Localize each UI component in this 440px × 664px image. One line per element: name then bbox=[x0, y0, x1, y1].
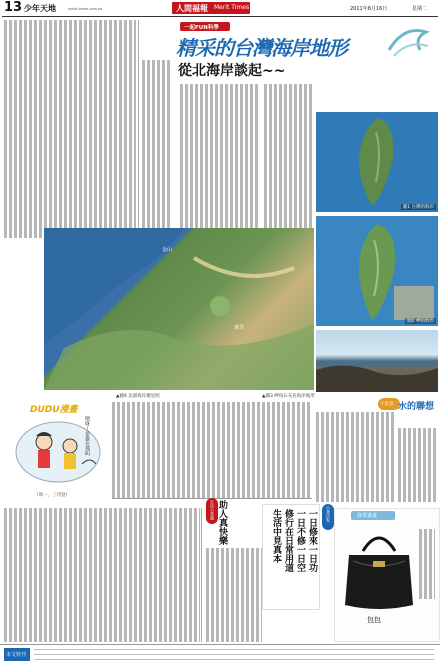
article-left-top bbox=[4, 20, 136, 238]
calligraphy-panel bbox=[262, 504, 320, 610]
water-tag-label: 小星語 bbox=[380, 402, 394, 407]
calligraphy-tag bbox=[322, 504, 334, 530]
calligraphy-line-4: 生活中見真本 bbox=[271, 509, 281, 563]
paper-name-en: Merit Times bbox=[214, 4, 250, 11]
footer-tag-label: 本文特刊 bbox=[6, 652, 27, 658]
left-rule-1 bbox=[138, 20, 139, 238]
page-number: 13 bbox=[4, 0, 23, 15]
feature-body-2 bbox=[264, 84, 314, 234]
bag-tag bbox=[351, 511, 395, 520]
feature-subtitle: 從北海岸談起~~ bbox=[178, 63, 286, 79]
header-small-info: merit-times.com.tw bbox=[68, 7, 103, 11]
rock-terrain bbox=[316, 330, 438, 392]
taiwan-map-1 bbox=[316, 112, 438, 212]
coast-rock-photo bbox=[316, 330, 438, 392]
calligraphy-line-3: 修行在日常用道 bbox=[283, 509, 293, 572]
calligraphy-line-1: 一日修來一日功 bbox=[307, 509, 317, 572]
map-label-jinshan: 金山 bbox=[162, 247, 173, 253]
calligraphy-line-2: 一日不修一日空 bbox=[295, 509, 305, 572]
comic-speech: 喂呀～是誰在那叫 bbox=[84, 416, 90, 456]
bag-panel bbox=[334, 508, 440, 642]
water-body-2 bbox=[398, 428, 436, 502]
map-1-caption: 圖1 台灣的海岸 bbox=[402, 205, 434, 210]
article-lower-mid bbox=[112, 402, 312, 498]
feature-tag-label: 一起FUN科學 bbox=[184, 25, 219, 31]
page-header bbox=[0, 0, 440, 16]
issue-date: 2011年8月16日 bbox=[350, 6, 388, 12]
map-2-caption: 圖2 岬角海岸 bbox=[407, 319, 434, 324]
masthead bbox=[172, 2, 250, 14]
life-title: 助人真快樂 bbox=[217, 500, 227, 545]
bag-side-text bbox=[419, 529, 435, 599]
feature-title: 精采的台灣海岸地形 bbox=[176, 36, 347, 60]
feature-body-1 bbox=[180, 84, 260, 234]
paper-name: 人間福報 bbox=[176, 3, 208, 13]
water-title: 水的聯想 bbox=[398, 402, 435, 412]
life-body bbox=[206, 548, 262, 642]
map-label-wanli: 萬里 bbox=[234, 325, 245, 331]
footer-tag bbox=[4, 648, 30, 661]
bag-title: 包包 bbox=[367, 616, 381, 624]
calligraphy-tag-label: 小書法家 bbox=[326, 506, 331, 522]
footer-text bbox=[34, 649, 434, 661]
rock-photo-caption: ▲圖3 岬角石灰岩海岸地形 bbox=[262, 394, 315, 399]
north-coast-photo bbox=[44, 228, 314, 390]
footer-bar bbox=[0, 644, 440, 664]
header-rule bbox=[2, 16, 438, 17]
north-map-caption: ▲圖4 北部海岸衛星照 bbox=[116, 394, 160, 399]
comic-brand: DUDU漫畫 bbox=[30, 405, 78, 415]
section-name: 少年天地 bbox=[24, 4, 56, 13]
water-tag bbox=[378, 398, 400, 410]
coast-terrain bbox=[44, 228, 314, 390]
article-mid-col bbox=[142, 60, 172, 238]
issue-weekday: 星期二 bbox=[412, 6, 428, 12]
decor-wave-icon bbox=[384, 20, 434, 62]
taiwan-island-icon-2 bbox=[316, 216, 438, 326]
water-body bbox=[316, 412, 396, 502]
article-bottom-left bbox=[4, 508, 200, 642]
comic-panel bbox=[8, 402, 108, 502]
handbag-illustration bbox=[343, 531, 415, 611]
comic-kids-illustration bbox=[12, 416, 104, 486]
bottom-left-rule bbox=[201, 508, 202, 642]
comic-caption: （周一、三刊登） bbox=[34, 493, 70, 498]
bag-tag-label: 我愛畫畫 bbox=[357, 513, 378, 519]
taiwan-map-2 bbox=[316, 216, 438, 326]
life-tag-label: 生活小常識 bbox=[210, 500, 215, 520]
feature-tag bbox=[180, 22, 230, 31]
taiwan-island-icon bbox=[316, 112, 438, 212]
